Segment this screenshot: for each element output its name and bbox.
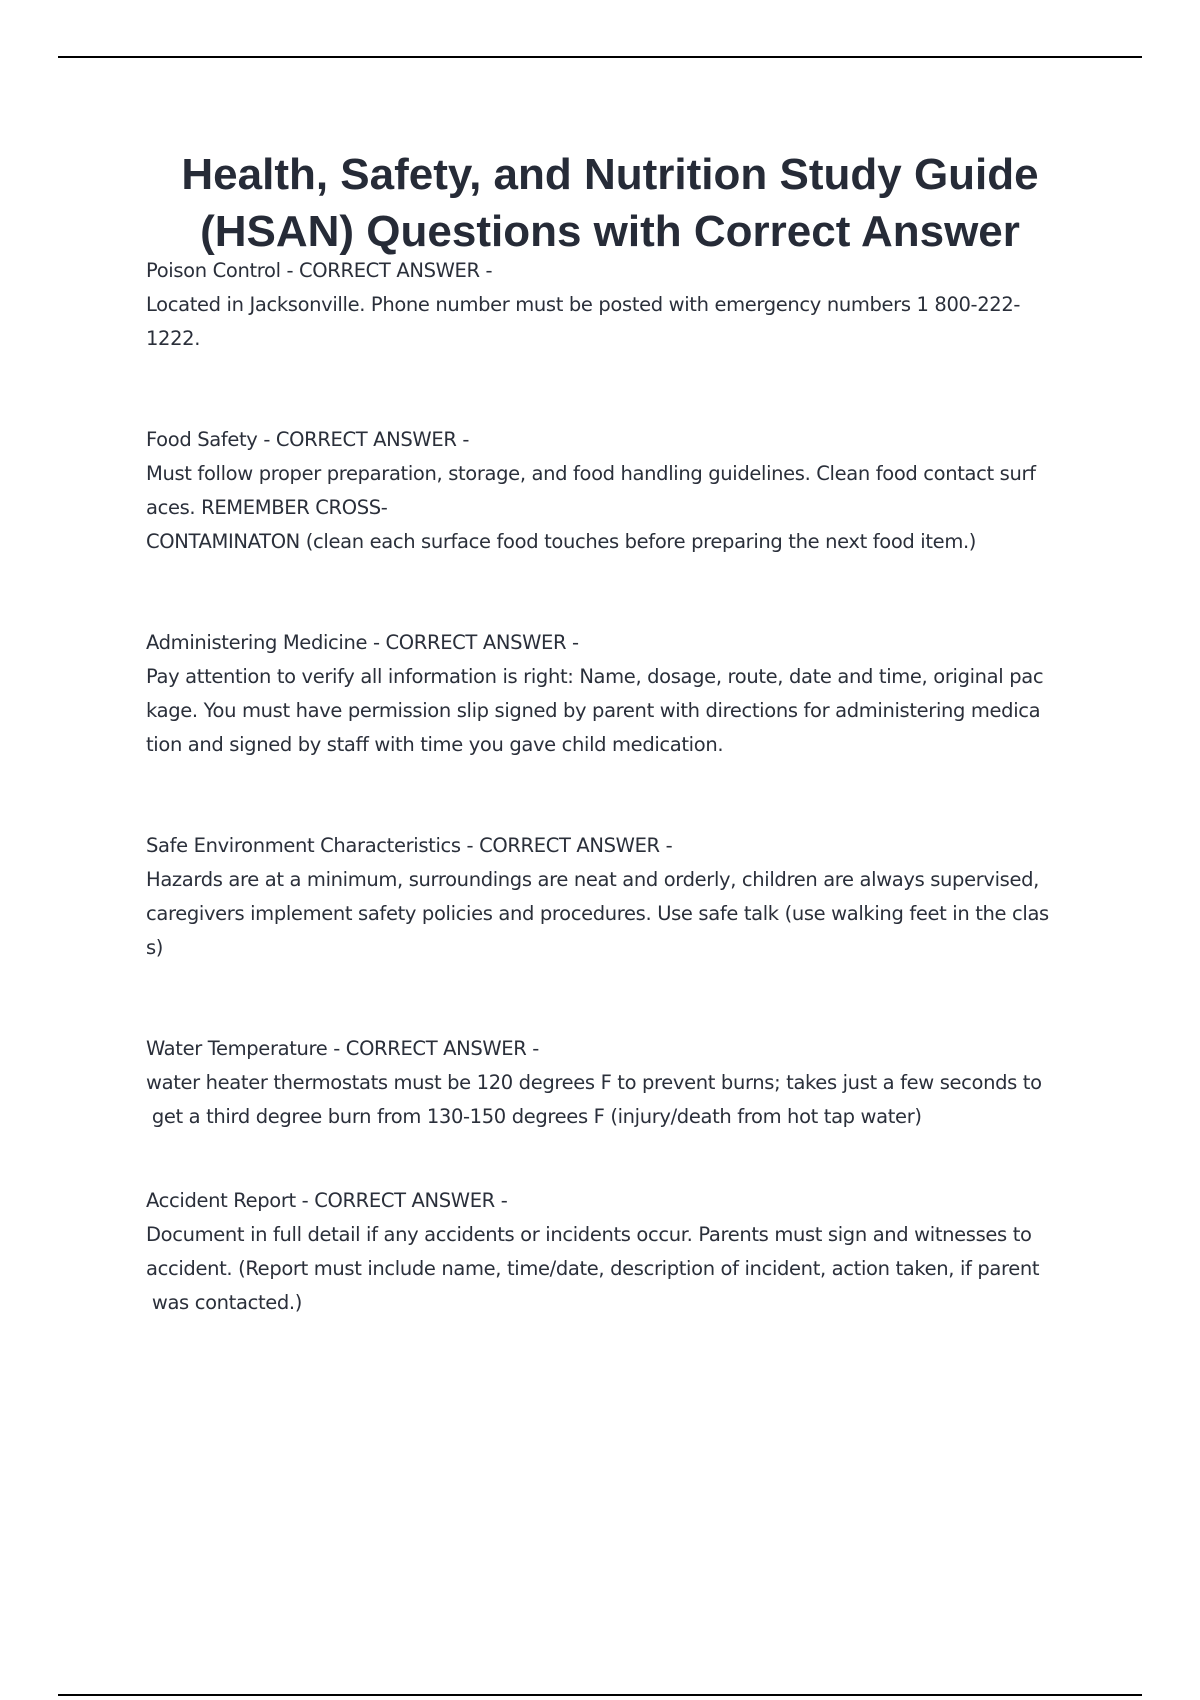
title-line-2: (HSAN) Questions with Correct Answer (200, 207, 1020, 256)
bottom-divider (58, 1694, 1142, 1696)
spacer (146, 762, 1096, 829)
spacer (146, 559, 1096, 626)
qa-item-administering-medicine (146, 626, 1096, 762)
qa-term: Accident Report - CORRECT ANSWER - (146, 1189, 508, 1212)
qa-term: Food Safety - CORRECT ANSWER - (146, 428, 470, 451)
spacer (146, 965, 1096, 1032)
qa-term: Poison Control - CORRECT ANSWER - (146, 259, 493, 282)
qa-item-food-safety (146, 423, 1096, 559)
qa-answer: Must follow proper preparation, storage, and food handling guidelines. Clean food contact surf aces. REMEMBER CROSS- CONTAMINATON (clean each surface food touches before preparing the next food item.) (146, 462, 1036, 553)
qa-term: Water Temperature - CORRECT ANSWER - (146, 1037, 539, 1060)
qa-item-water-temperature (146, 1032, 1096, 1134)
document-title (130, 146, 1090, 260)
qa-item-poison-control (146, 254, 1096, 356)
spacer (146, 356, 1096, 423)
qa-list (146, 254, 1096, 1320)
qa-answer: Pay attention to verify all information is right: Name, dosage, route, date and time, original pac kage. You must have permission slip signed by parent with directions for administering medica tion and signed by staff with time you gave child medication. (146, 665, 1044, 756)
spacer (146, 1134, 1096, 1184)
top-divider (58, 56, 1142, 58)
qa-item-accident-report (146, 1184, 1096, 1320)
qa-answer: Hazards are at a minimum, surroundings are neat and orderly, children are always supervised, caregivers implement safety policies and procedures. Use safe talk (use walking feet in the clas s) (146, 868, 1049, 959)
title-line-1: Health, Safety, and Nutrition Study Guide (181, 150, 1039, 199)
qa-item-safe-environment (146, 829, 1096, 965)
qa-answer: Document in full detail if any accidents or incidents occur. Parents must sign and witnesses to accident. (Report must include name, time/date, description of incident, action taken, if parent was contacted.) (146, 1223, 1040, 1314)
qa-term: Safe Environment Characteristics - CORRECT ANSWER - (146, 834, 673, 857)
qa-term: Administering Medicine - CORRECT ANSWER - (146, 631, 579, 654)
qa-answer: Located in Jacksonville. Phone number must be posted with emergency numbers 1 800-222- 1222. (146, 293, 1021, 350)
qa-answer: water heater thermostats must be 120 degrees F to prevent burns; takes just a few seconds to get a third degree burn from 130-150 degrees F (injury/death from hot tap water) (146, 1071, 1042, 1128)
